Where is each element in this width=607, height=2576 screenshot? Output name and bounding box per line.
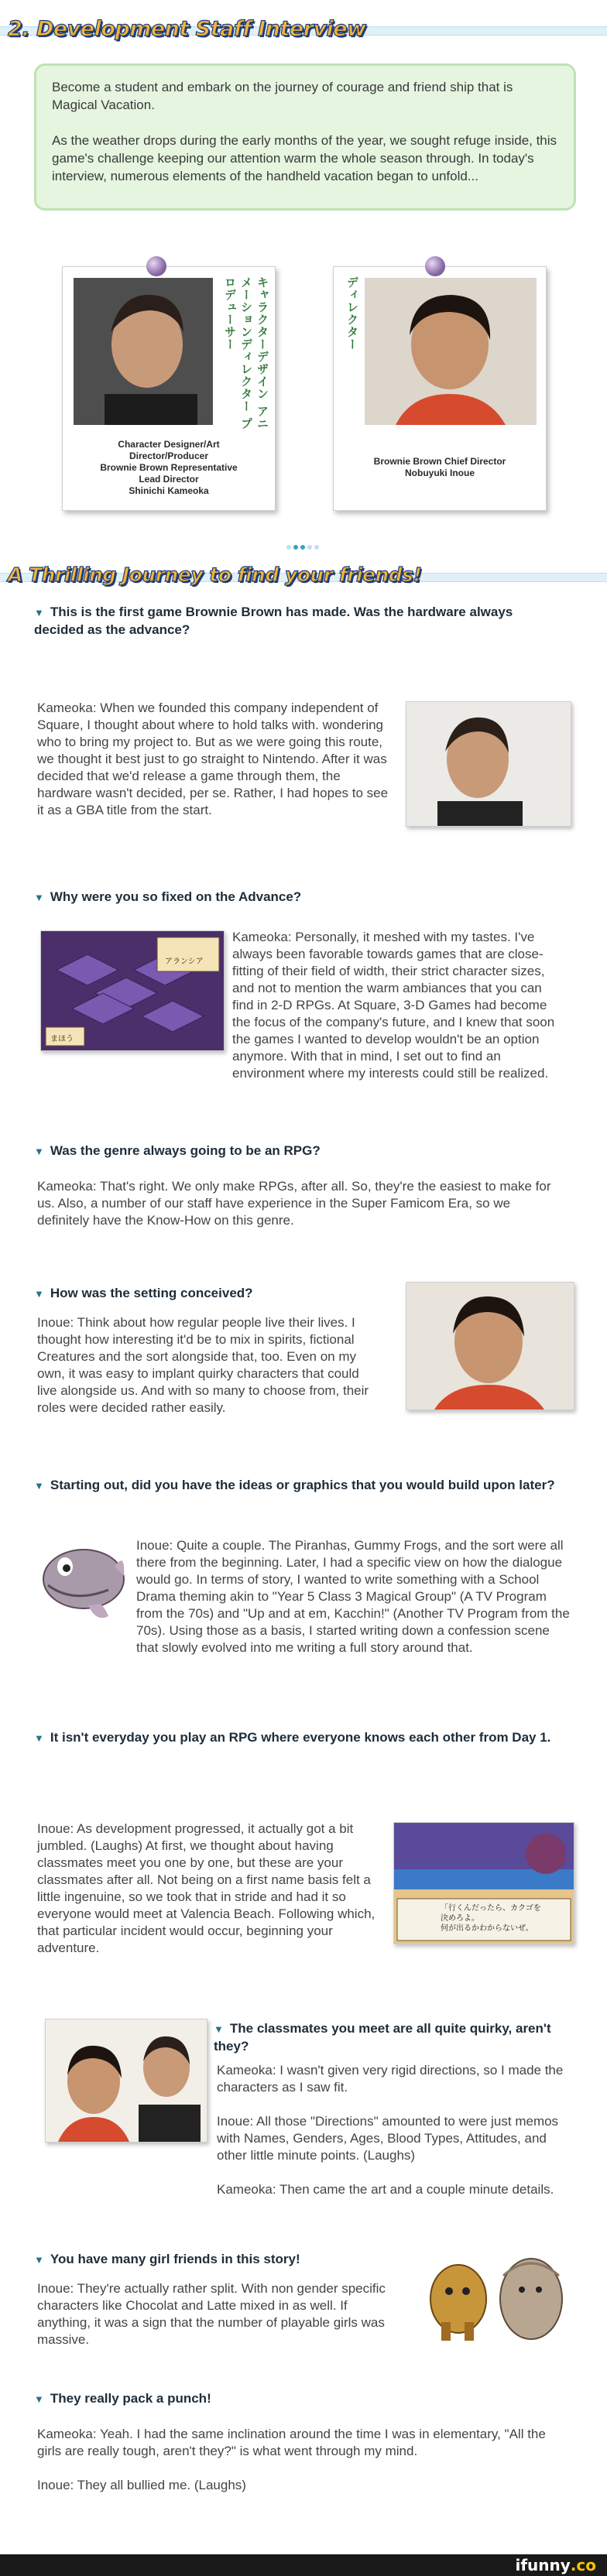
triangle-down-icon: ▼	[214, 2023, 224, 2035]
answer-paragraph: Inoue: All those "Directions" amounted to were just memos with Names, Genders, Ages, Blood Types, Attitudes, and other little minute points. (Laughs)	[217, 2114, 559, 2163]
question-heading	[34, 1477, 568, 1495]
caption-line: Character Designer/Art	[118, 439, 220, 450]
triangle-down-icon: ▼	[34, 1732, 44, 1744]
game-screenshot-beach	[393, 1822, 574, 1944]
staff-card-kameoka	[62, 266, 276, 511]
pin-icon	[146, 256, 166, 276]
answer-text	[37, 1314, 378, 1434]
section-header-journey	[0, 562, 607, 593]
question-heading	[34, 1285, 375, 1303]
piranha-character-art	[34, 1536, 127, 1629]
intro-paragraph: As the weather drops during the early months of the year, we sought refuge inside, this game's challenge keeping our attention warm the whole season through. In today's interview, numerous elements of the handheld vacation began to unfold...	[52, 133, 557, 183]
dialog-line: 何が出るかわからないぜ。	[441, 1924, 533, 1933]
question-text: How was the setting conceived?	[50, 1286, 253, 1300]
question-text: They really pack a punch!	[50, 2391, 211, 2406]
answer-text	[37, 2280, 401, 2365]
question-text: It isn't everyday you play an RPG where everyone knows each other from Day 1.	[50, 1730, 551, 1745]
answer-text	[217, 2062, 570, 2215]
photo-both-developers	[45, 2019, 207, 2143]
map-footer-label: まほう	[50, 1035, 74, 1043]
dot	[307, 545, 312, 550]
answer-text	[37, 2426, 571, 2511]
answer-paragraph: Inoue: They all bullied me. (Laughs)	[37, 2478, 246, 2492]
caption-line: Shinichi Kameoka	[129, 485, 209, 496]
answer-text	[37, 700, 390, 836]
map-label: アランシア	[165, 957, 204, 966]
caption-line: Nobuyuki Inoue	[405, 468, 475, 478]
dialog-line: 決めろよ。	[441, 1914, 479, 1923]
triangle-down-icon: ▼	[34, 607, 44, 618]
photo-inoue	[406, 1282, 574, 1410]
triangle-down-icon: ▼	[34, 2393, 44, 2405]
intro-paragraph: Become a student and embark on the journey of courage and friend ship that is Magical Vacation.	[52, 80, 513, 112]
portrait-photo	[365, 278, 537, 425]
question-heading	[34, 2390, 499, 2408]
staff-caption	[63, 439, 275, 497]
answer-text	[136, 1537, 570, 1673]
triangle-down-icon: ▼	[34, 1288, 44, 1300]
triangle-down-icon: ▼	[34, 2254, 44, 2266]
question-heading	[214, 2020, 570, 2055]
answer-paragraph: Kameoka: Personally, it meshed with my tastes. I've always been favorable towards games that are close-fitting of their field of width, their strict character sizes, and not to mention the warm ambiances that you can find in 2-D RPGs. At Square, 3-D Games had become the focus of the company's future, and I knew that soon the games I wanted to develop wouldn't be an option anymore. With that in mind, I set out to find an environment where my interests could still be realized.	[232, 930, 555, 1081]
question-heading	[34, 2251, 421, 2269]
answer-paragraph: Inoue: Quite a couple. The Piranhas, Gummy Frogs, and the sort were all there from the beginning. Later, I had a specific view on how the dialogue would go. In terms of story, I wanted to write something with a School Drama theming akin to "Year 5 Class 3 Magical Group" (A TV Program from the 70s) and "Up and at em, Kacchin!" (Another TV Program from the 70s). Using those as a basis, I started writing down a confession scene that slowly evolved into me writing a full story around that.	[136, 1538, 570, 1655]
ifunny-logo	[515, 2556, 596, 2574]
pin-icon	[425, 256, 445, 276]
question-text: Was the genre always going to be an RPG?	[50, 1143, 321, 1158]
answer-paragraph: Inoue: They're actually rather split. With non gender specific characters like Chocolat and Latte mixed in as well. If anything, it was a sign that the number of playable girls was massive.	[37, 2281, 386, 2347]
section-header-interview	[0, 15, 607, 46]
question-heading	[34, 1142, 561, 1160]
staff-card-inoue	[333, 266, 547, 511]
brand-suffix: .co	[570, 2556, 596, 2574]
dot	[314, 545, 319, 550]
staff-caption	[334, 456, 546, 479]
portrait-photo	[74, 278, 213, 425]
triangle-down-icon: ▼	[34, 892, 44, 903]
answer-paragraph: Kameoka: Yeah. I had the same inclination around the time I was in elementary, "All the girls are really tough, aren't they?" is what went through my mind.	[37, 2427, 546, 2458]
game-screenshot-map	[40, 930, 225, 1051]
dot	[286, 545, 291, 550]
answer-paragraph: Kameoka: I wasn't given very rigid directions, so I made the characters as I saw fit.	[217, 2063, 564, 2095]
answer-text	[37, 1178, 564, 1246]
footer-bar	[0, 2554, 607, 2576]
section-title: A Thrilling Journey to find your friends!	[8, 564, 422, 586]
brand-text: ifunny	[515, 2556, 571, 2574]
answer-text	[232, 929, 565, 1099]
dot	[300, 545, 305, 550]
caption-line: Director/Producer	[129, 450, 209, 461]
question-text: The classmates you meet are all quite quirky, aren't they?	[214, 2021, 551, 2054]
section-title: 2. Development Staff Interview	[8, 17, 366, 41]
caption-line: Brownie Brown Representative	[100, 462, 238, 473]
intro-box	[34, 63, 576, 211]
answer-paragraph: Kameoka: Then came the art and a couple minute details.	[217, 2182, 554, 2197]
triangle-down-icon: ▼	[34, 1480, 44, 1492]
decorative-dots	[286, 540, 321, 546]
caption-line: Lead Director	[139, 474, 199, 485]
answer-paragraph: Kameoka: That's right. We only make RPGs, after all. So, they're the easiest to make for us. Also, a number of our staff have experience in the Super Famicom Era, so we definitely have the Know-How on this genre.	[37, 1179, 551, 1228]
question-heading	[34, 604, 561, 639]
question-heading	[34, 1729, 568, 1747]
question-text: This is the first game Brownie Brown has made. Was the hardware always decided as the advance?	[34, 605, 513, 637]
question-text: Why were you so fixed on the Advance?	[50, 889, 302, 904]
answer-paragraph: Kameoka: When we founded this company independent of Square, I thought about where to hold talks with. wondering who to bring my project to. But as we were going this route, we thought it best just to go straight to Nintendo. After it was decided that we'd release a game through them, the hardware wasn't decided, per se. Rather, I had hopes to see it as a GBA title from the start.	[37, 701, 389, 817]
answer-text	[37, 1821, 382, 1974]
answer-paragraph: Inoue: Think about how regular people live their lives. I thought how interesting it'd be to mix in spirits, fictional Creatures and the sort alongside that, too. Even on my own, it was easy to implant quirky characters that could live alongside us. And with so many to choose from, their roles were decided rather easily.	[37, 1315, 369, 1415]
beach-dialog	[441, 1903, 541, 1934]
role-japanese: キャラクターデザイン アニメーションディレクター プロデューサー	[223, 276, 269, 430]
question-text: You have many girl friends in this story!	[50, 2252, 300, 2266]
dialog-line: 「行くんだったら、カクゴを	[441, 1904, 541, 1913]
answer-paragraph: Inoue: As development progressed, it actually got a bit jumbled. (Laughs) At first, we thought about having classmates meet you one by one, but these are your classmates after all. Not being on a first name basis felt a little ingenuine, so we took that in stride and had it so everyone would meet at Valencia Beach. Following which, that particular incident would occur, beginning your adventure.	[37, 1821, 376, 1955]
photo-kameoka	[406, 701, 571, 827]
question-text: Starting out, did you have the ideas or graphics that you would build upon later?	[50, 1478, 555, 1492]
caption-line: Brownie Brown Chief Director	[373, 456, 506, 467]
dot	[293, 545, 298, 550]
question-heading	[34, 889, 561, 906]
triangle-down-icon: ▼	[34, 1146, 44, 1157]
creature-character-art	[418, 2245, 573, 2345]
role-japanese: ディレクター	[345, 276, 359, 351]
